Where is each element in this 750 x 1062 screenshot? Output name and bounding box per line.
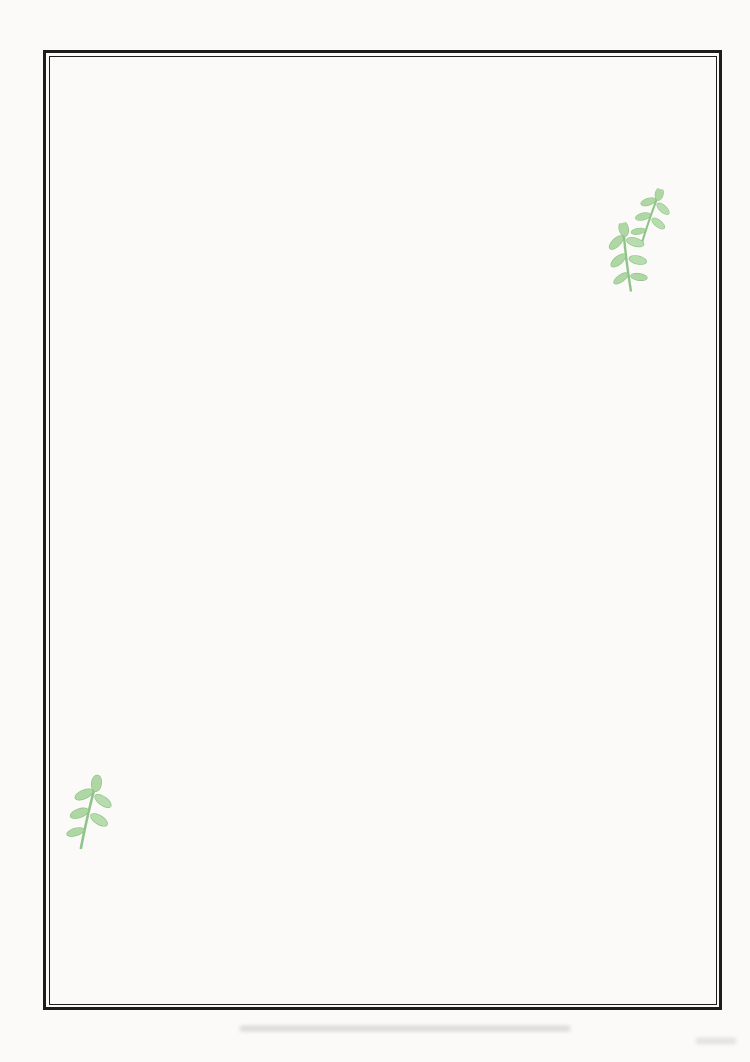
scan-smudge [696, 1038, 736, 1044]
scan-smudge [240, 1026, 570, 1031]
leaf-decoration-icon [54, 768, 129, 862]
page-frame-inner [49, 56, 717, 1005]
section-header [50, 83, 716, 102]
page-frame [43, 50, 722, 1010]
